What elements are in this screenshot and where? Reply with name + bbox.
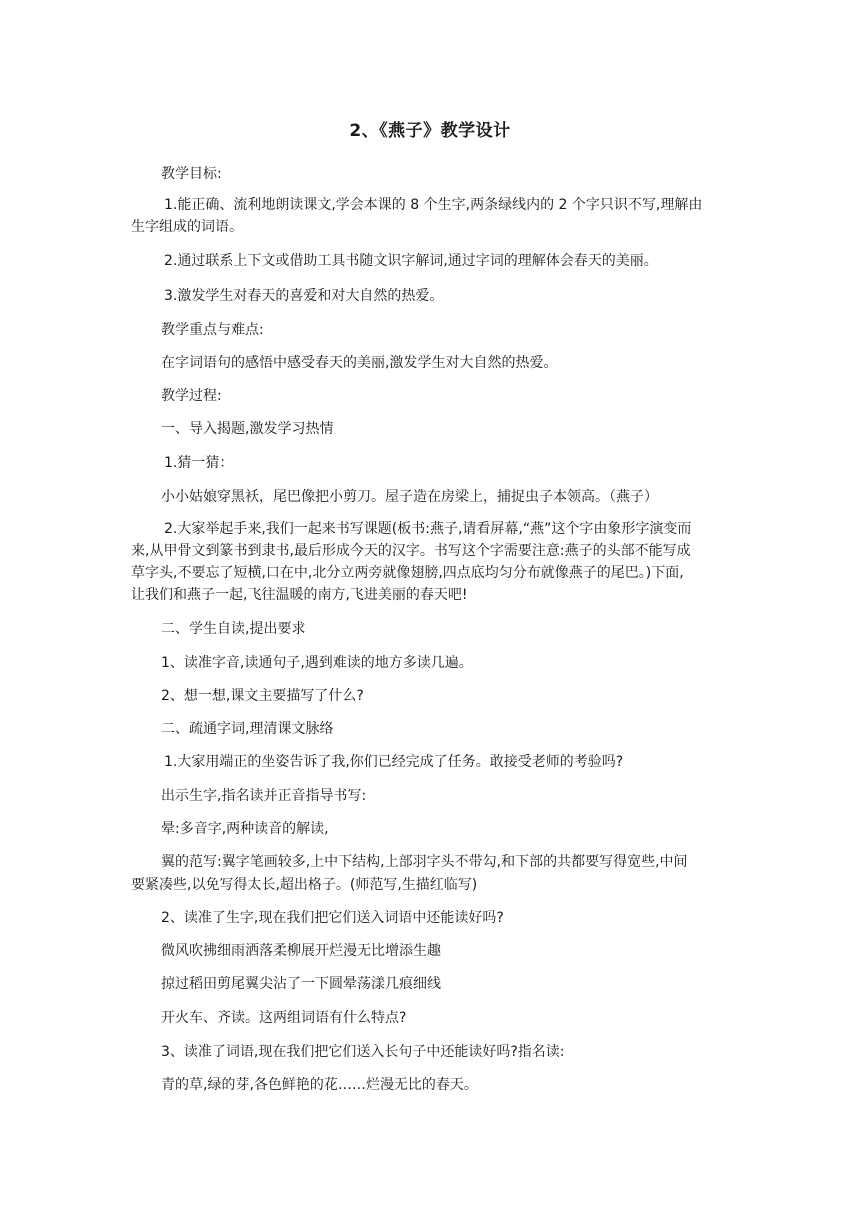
paragraph-focus-heading: 教学重点与难点: <box>161 322 264 338</box>
paragraph-title-writing-line-3: 草字头,不要忘了短横,口在中,北分立两旁就像翅膀,四点底均匀分布就像燕子的尾巴。)下面, <box>131 565 684 581</box>
paragraph-sentence-intro: 3、读准了词语,现在我们把它们送入长句子中还能读好吗?指名读: <box>161 1044 565 1060</box>
paragraph-goal-2: 2.通过联系上下文或借助工具书随文识字解词,通过字词的理解体会春天的美丽。 <box>164 253 658 269</box>
paragraph-title-writing-line-1: 2.大家举起手来,我们一起来书写课题(板书:燕子,请看屏幕,“燕”这个字由象形字演变而 <box>164 521 692 537</box>
paragraph-show-characters: 出示生字,指名读并正音指导书写: <box>161 788 367 804</box>
paragraph-yun-note: 晕:多音字,两种读音的解读, <box>161 821 329 837</box>
paragraph-title-writing-line-2: 来,从甲骨文到篆书到隶书,最后形成今天的汉字。书写这个字需要注意:燕子的头部不能写成 <box>131 543 691 559</box>
paragraph-focus-text: 在字词语句的感悟中感受春天的美丽,激发学生对大自然的热爱。 <box>161 355 558 371</box>
paragraph-title-writing-line-4: 让我们和燕子一起,飞往温暖的南方,飞进美丽的春天吧! <box>131 587 468 603</box>
document-title: 2、《燕子》教学设计 <box>349 121 511 141</box>
paragraph-yi-demo-line-2: 要紧凑些,以免写得太长,超出格子。(师范写,生描红临写) <box>131 877 478 893</box>
paragraph-word-group-2: 掠过稻田剪尾翼尖沾了一下圆晕荡漾几痕细线 <box>161 976 441 992</box>
paragraph-words-intro: 2、读准了生字,现在我们把它们送入词语中还能读好吗? <box>161 910 504 926</box>
paragraph-word-group-1: 微风吹拂细雨洒落柔柳展开烂漫无比增添生趣 <box>161 943 441 959</box>
paragraph-section-2-heading: 二、学生自读,提出要求 <box>161 621 306 637</box>
paragraph-riddle-text: 小小姑娘穿黑袄，尾巴像把小剪刀。屋子造在房梁上，捕捉虫子本领高。（燕子） <box>161 489 658 505</box>
paragraph-goal-3: 3.激发学生对春天的喜爱和对大自然的热爱。 <box>164 288 444 304</box>
paragraph-word-feature: 开火车、齐读。这两组词语有什么特点? <box>161 1010 407 1026</box>
paragraph-process-heading: 教学过程: <box>161 388 222 404</box>
paragraph-reading-req-1: 1、读准字音,读通句子,遇到难读的地方多读几遍。 <box>161 655 473 671</box>
paragraph-yi-demo-line-1: 翼的范写:翼字笔画较多,上中下结构,上部羽字头不带勾,和下部的共都要写得宽些,中间 <box>161 854 688 870</box>
paragraph-task-check: 1.大家用端正的坐姿告诉了我,你们已经完成了任务。敢接受老师的考验吗? <box>164 754 624 770</box>
paragraph-goal-1-line-2: 生字组成的词语。 <box>131 219 243 235</box>
paragraph-goal-1-line-1: 1.能正确、流利地朗读课文,学会本课的 8 个生字,两条绿线内的 2 个字只识不写,理解由 <box>164 197 703 213</box>
paragraph-section-1-heading: 一、导入揭题,激发学习热情 <box>161 421 334 437</box>
paragraph-sentence-example: 青的草,绿的芽,各色鲜艳的花……烂漫无比的春天。 <box>161 1077 478 1093</box>
paragraph-section-3-heading: 二、疏通字词,理清课文脉络 <box>161 721 334 737</box>
paragraph-goals-heading: 教学目标: <box>161 166 222 182</box>
paragraph-reading-req-2: 2、想一想,课文主要描写了什么? <box>161 688 364 704</box>
paragraph-riddle-heading: 1.猜一猜： <box>164 455 234 471</box>
